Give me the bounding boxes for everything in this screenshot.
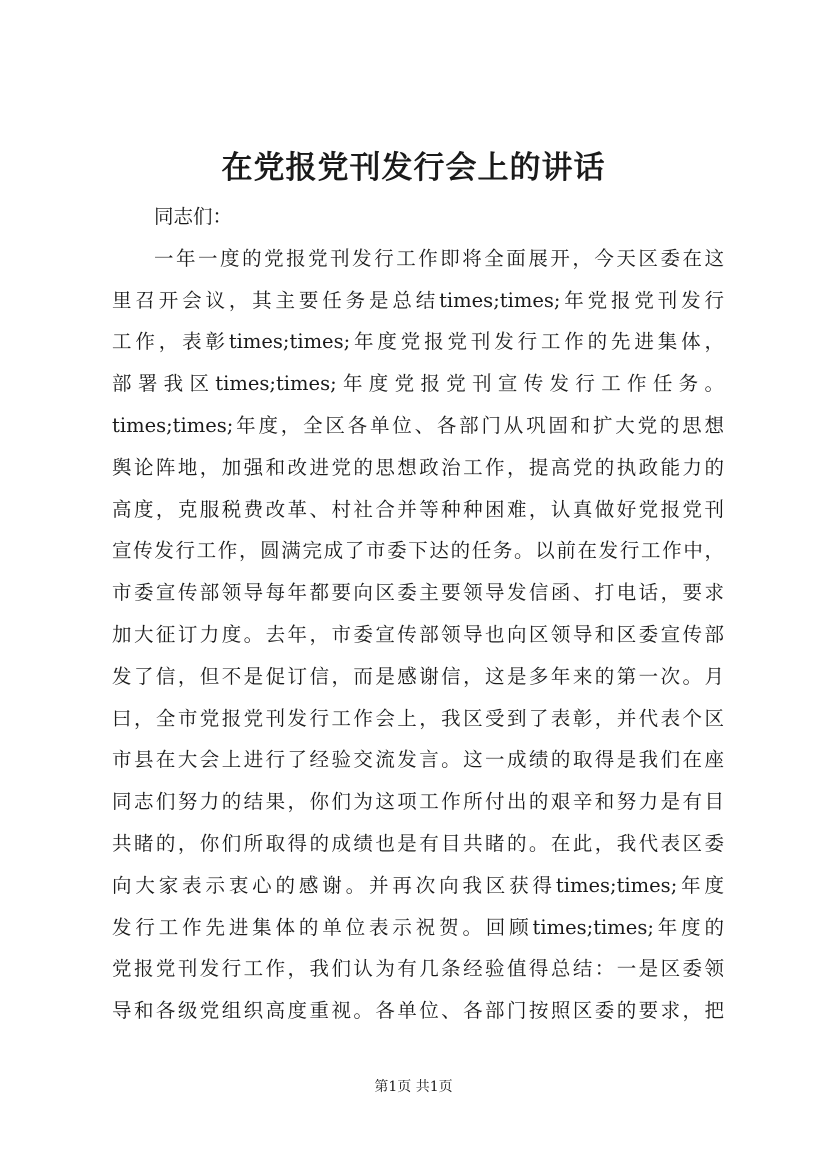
paragraph-line: 发行工作先进集体的单位表示祝贺。回顾times;times;年度的 bbox=[112, 915, 724, 939]
paragraph-line: 一年一度的党报党刊发行工作即将全面展开，今天区委在这 bbox=[154, 246, 724, 270]
paragraph-line: 市县在大会上进行了经验交流发言。这一成绩的取得是我们在座 bbox=[112, 748, 724, 772]
salutation: 同志们： bbox=[154, 205, 233, 228]
paragraph-line: 共睹的，你们所取得的成绩也是有目共睹的。在此，我代表区委 bbox=[112, 831, 724, 855]
paragraph-line: 里召开会议，其主要任务是总结times;times;年党报党刊发行 bbox=[112, 288, 724, 312]
paragraph-line: 发了信，但不是促订信，而是感谢信，这是多年来的第一次。月 bbox=[112, 664, 724, 688]
paragraph-line: 舆论阵地，加强和改进党的思想政治工作，提高党的执政能力的 bbox=[112, 455, 724, 479]
paragraph-line: 导和各级党组织高度重视。各单位、各部门按照区委的要求，把 bbox=[112, 999, 724, 1023]
paragraph-line: 高度，克服税费改革、村社合并等种种困难，认真做好党报党刊 bbox=[112, 497, 724, 521]
paragraph-line: 加大征订力度。去年，市委宣传部领导也向区领导和区委宣传部 bbox=[112, 622, 724, 646]
page-footer: 第1页 共1页 bbox=[374, 1079, 453, 1095]
paragraph-line: 市委宣传部领导每年都要向区委主要领导发信函、打电话，要求 bbox=[112, 581, 724, 605]
paragraph-line: 同志们努力的结果，你们为这项工作所付出的艰辛和努力是有目 bbox=[112, 790, 724, 814]
paragraph-line: 向大家表示衷心的感谢。并再次向我区获得times;times;年度 bbox=[112, 873, 724, 897]
document-body bbox=[112, 196, 724, 1032]
paragraph-line: times;times;年度，全区各单位、各部门从巩固和扩大党的思想 bbox=[112, 413, 724, 437]
paragraph-line: 宣传发行工作，圆满完成了市委下达的任务。以前在发行工作中， bbox=[112, 539, 724, 563]
paragraph-line: 曰，全市党报党刊发行工作会上，我区受到了表彰，并代表个区 bbox=[112, 706, 724, 730]
paragraph-line: 党报党刊发行工作，我们认为有几条经验值得总结：一是区委领 bbox=[112, 957, 724, 981]
paragraph-line: 部署我区times;times;年度党报党刊宣传发行工作任务。 bbox=[112, 372, 724, 396]
document-title: 在党报党刊发行会上的讲话 bbox=[221, 150, 606, 186]
paragraph-line: 工作，表彰times;times;年度党报党刊发行工作的先进集体， bbox=[112, 330, 724, 354]
